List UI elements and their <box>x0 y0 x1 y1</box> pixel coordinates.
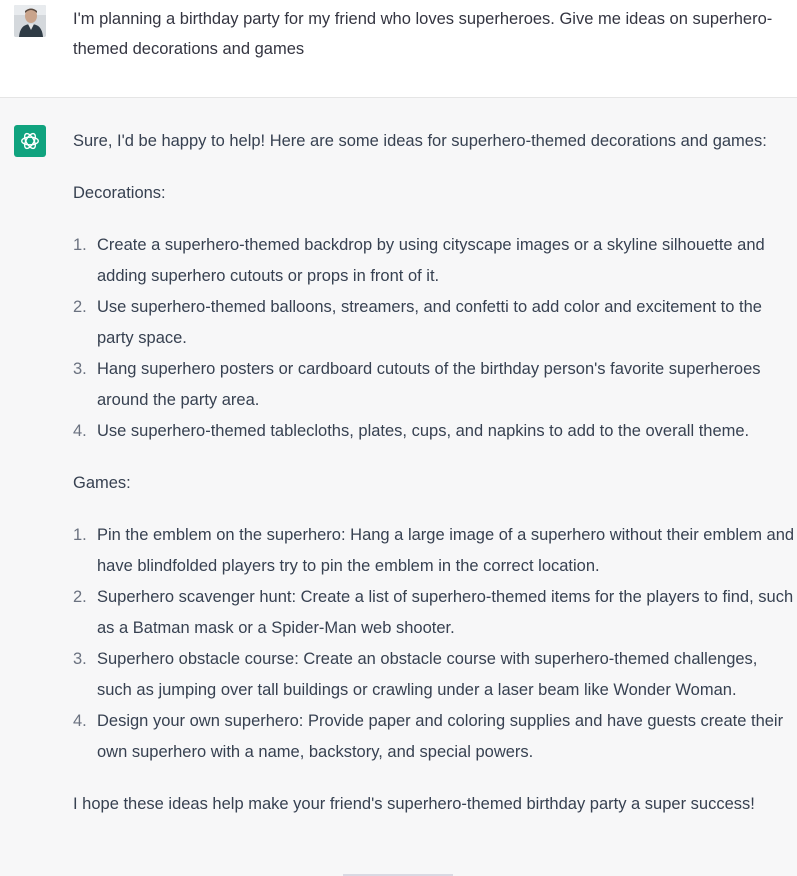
user-message-row <box>0 0 797 98</box>
user-avatar <box>14 5 46 37</box>
list-item-number: 4. <box>73 712 87 730</box>
list-item <box>73 582 795 644</box>
list-item <box>73 644 795 706</box>
assistant-intro: Sure, I'd be happy to help! Here are some ideas for superhero-themed decorations and games: <box>73 132 767 150</box>
openai-logo-icon <box>19 130 41 152</box>
list-item-number: 4. <box>73 422 87 440</box>
games-list <box>73 520 795 768</box>
list-item-text: Superhero obstacle course: Create an obstacle course with superhero-themed challenges, such as jumping over tall buildings or crawling under a laser beam like Wonder Woman. <box>97 650 758 699</box>
list-item-text: Pin the emblem on the superhero: Hang a large image of a superhero without their emblem and have blindfolded players try to pin the emblem in the correct location. <box>97 526 795 575</box>
list-item-number: 3. <box>73 360 87 378</box>
list-item <box>73 706 795 768</box>
user-photo-icon <box>14 5 46 37</box>
assistant-closing: I hope these ideas help make your friend's superhero-themed birthday party a super success! <box>73 795 755 813</box>
assistant-avatar <box>14 125 46 157</box>
list-item <box>73 416 795 447</box>
list-item <box>73 520 795 582</box>
games-heading: Games: <box>73 474 131 492</box>
decorations-heading: Decorations: <box>73 184 166 202</box>
list-item <box>73 354 795 416</box>
list-item-text: Use superhero-themed tablecloths, plates, cups, and napkins to add to the overall theme. <box>97 422 750 440</box>
list-item <box>73 292 795 354</box>
list-item-text: Hang superhero posters or cardboard cutouts of the birthday person's favorite superheroes around the party area. <box>97 360 761 409</box>
list-item-number: 1. <box>73 236 87 254</box>
list-item-text: Use superhero-themed balloons, streamers, and confetti to add color and excitement to the party space. <box>97 298 762 347</box>
list-item-number: 2. <box>73 298 87 316</box>
list-item-number: 3. <box>73 650 87 668</box>
assistant-message-row <box>0 98 797 876</box>
list-item-text: Create a superhero-themed backdrop by using cityscape images or a skyline silhouette and adding superhero cutouts or props in front of it. <box>97 236 765 285</box>
assistant-message-body <box>73 126 795 841</box>
list-item-number: 1. <box>73 526 87 544</box>
list-item-text: Superhero scavenger hunt: Create a list of superhero-themed items for the players to find, such as a Batman mask or a Spider-Man web shooter. <box>97 588 794 637</box>
list-item-text: Design your own superhero: Provide paper and coloring supplies and have guests create their own superhero with a name, backstory, and special powers. <box>97 712 784 761</box>
list-item-number: 2. <box>73 588 87 606</box>
decorations-list <box>73 230 795 447</box>
user-message-text: I'm planning a birthday party for my friend who loves superheroes. Give me ideas on superhero-themed decorations and games <box>73 10 773 58</box>
list-item <box>73 230 795 292</box>
